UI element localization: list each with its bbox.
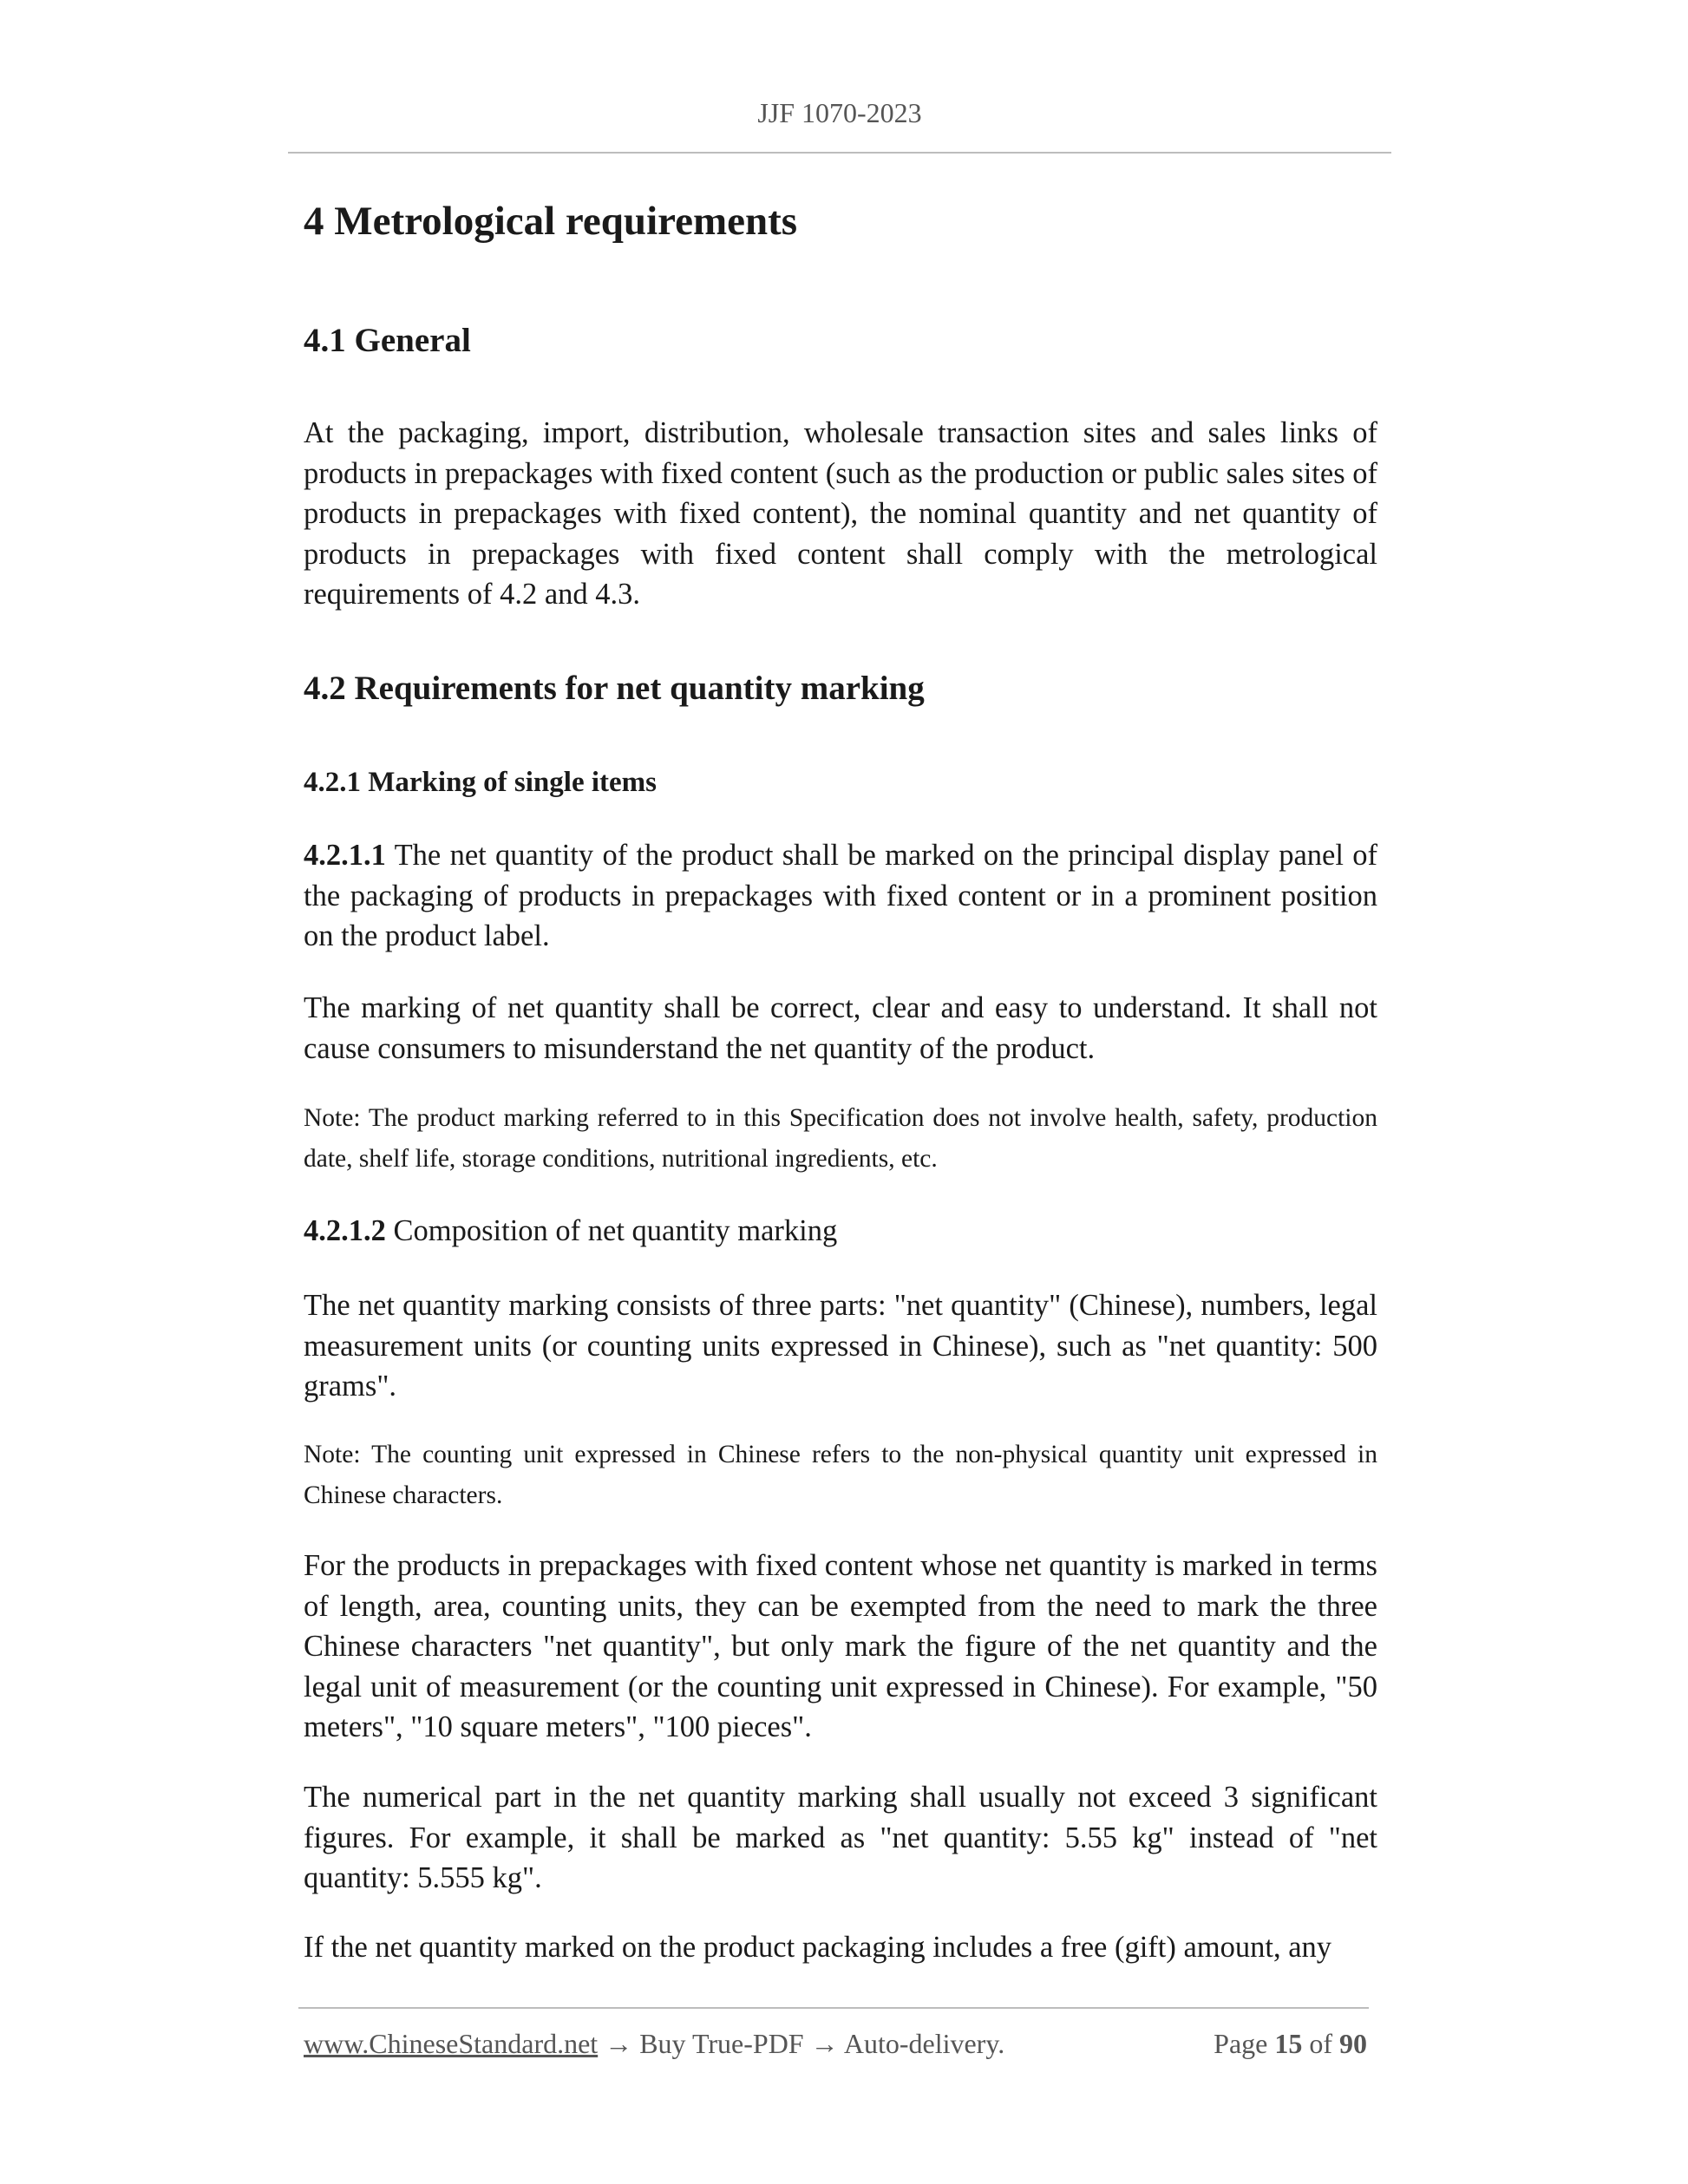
note-counting-unit: Note: The counting unit expressed in Chinese refers to the non-physical quantity unit expressed in Chinese characters.: [304, 1441, 1377, 1509]
section-4-2-1-1-paragraph: [304, 835, 1377, 957]
section-4-2-1-heading: 4.2.1 Marking of single items: [304, 767, 657, 798]
page-header: JJF 1070-2023: [757, 97, 922, 128]
page-number: 15: [1274, 2028, 1303, 2059]
website-link[interactable]: www.ChineseStandard.net: [304, 2028, 599, 2059]
page-total: 90: [1339, 2028, 1367, 2059]
section-4-2-1-2-heading-paragraph: [304, 1211, 1377, 1252]
clause-text: Composition of net quantity marking: [385, 1214, 838, 1247]
section-4-1-heading: 4.1 General: [304, 322, 471, 359]
of-label: of: [1302, 2028, 1339, 2059]
significant-figures-paragraph: The numerical part in the net quantity marking shall usually not exceed 3 significant figures. For example, it shall be marked as "net quantity: 5.55 kg" instead of "net quantity: 5.555 kg".: [304, 1781, 1377, 1894]
note-product-marking: Note: The product marking referred to in this Specification does not involve health, safety, production date, shelf life, storage conditions, nutritional ingredients, etc.: [304, 1104, 1377, 1173]
header-divider: [288, 152, 1391, 154]
clause-number: 4.2.1.2: [304, 1214, 386, 1247]
clause-number: 4.2.1.1: [304, 839, 386, 872]
exemption-paragraph: For the products in prepackages with fixed content whose net quantity is marked in terms of length, area, counting units, they can be exempted from the need to mark the three Chinese characters "net quantity", but only mark the figure of the net quantity and the legal unit of measurement (or the counting unit expressed in Chinese). For example, "50 meters", "10 square meters", "100 pieces".: [304, 1549, 1377, 1743]
section-4-1-paragraph: At the packaging, import, distribution, wholesale transaction sites and sales links of products in prepackages with fixed content (such as the production or public sales sites of products in prepackages with fixed content), the nominal quantity and net quantity of products in prepackages with fixed content shall comply with the metrological requirements of 4.2 and 4.3.: [304, 416, 1377, 611]
section-4-2-heading: 4.2 Requirements for net quantity marking: [304, 670, 925, 707]
footer-tagline: → Buy True-PDF → Auto-delivery.: [598, 2028, 1005, 2059]
free-gift-amount-paragraph: If the net quantity marked on the product packaging includes a free (gift) amount, any: [304, 1931, 1332, 1964]
section-4-heading: 4 Metrological requirements: [304, 199, 798, 244]
net-quantity-composition-paragraph: The net quantity marking consists of three parts: "net quantity" (Chinese), numbers, legal measurement units (or counting units expressed in Chinese), such as "net quantity: 500 grams".: [304, 1289, 1377, 1403]
page-indicator: [1214, 2028, 1367, 2060]
page-footer: [304, 2028, 1367, 2060]
clause-text: The net quantity of the product shall be marked on the principal display panel of the packaging of products in prepackages with fixed content or in a prominent position on the product label.: [304, 839, 1377, 952]
footer-divider: [298, 2007, 1369, 2009]
page-label: Page: [1214, 2028, 1275, 2059]
net-quantity-clarity-paragraph: The marking of net quantity shall be correct, clear and easy to understand. It shall not cause consumers to misunderstand the net quantity of the product.: [304, 991, 1377, 1065]
